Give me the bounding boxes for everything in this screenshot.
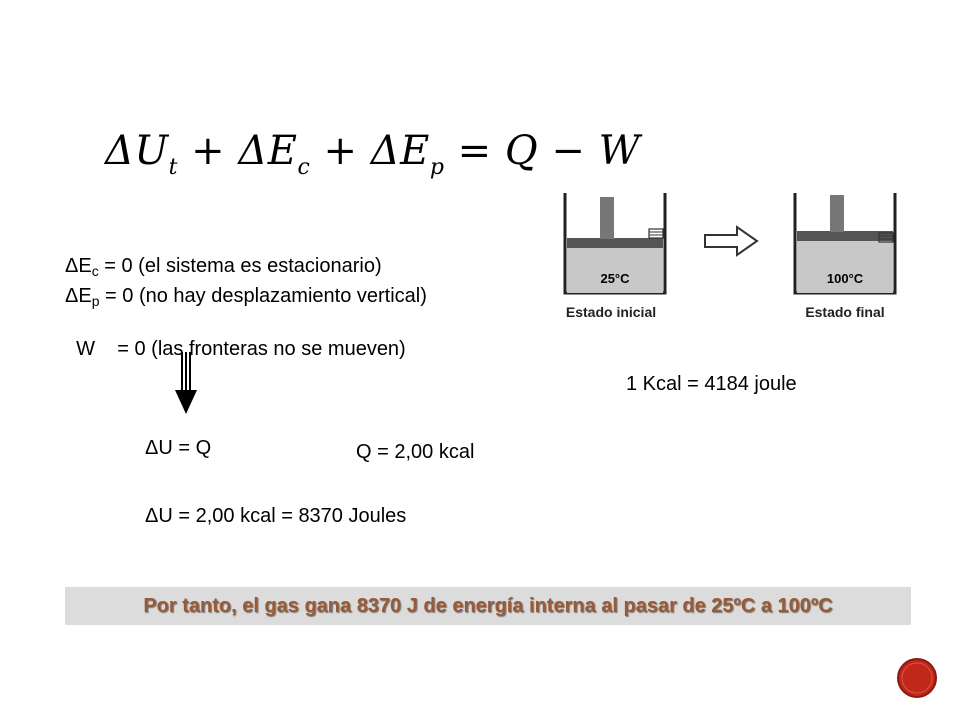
initial-label: Estado inicial: [565, 304, 657, 320]
assumption-work: [65, 315, 406, 361]
initial-temp: 25°C: [600, 271, 630, 286]
assumption-symbol: ΔE: [65, 285, 92, 307]
assumption-kinetic: [65, 255, 382, 279]
right-arrow-icon: [705, 227, 757, 255]
slide-logo-icon: [896, 657, 938, 699]
final-state-cylinder: [795, 193, 895, 320]
assumption-text: = 0 (no hay desplazamiento vertical): [99, 285, 427, 307]
final-temp: 100°C: [826, 271, 864, 286]
conversion-text: 1 Kcal = 4184 joule: [626, 373, 797, 395]
energy-balance-equation: [105, 128, 641, 180]
eq-sub-t: t: [168, 155, 178, 180]
assumption-symbol: W: [76, 338, 96, 360]
piston-diagram: [545, 175, 900, 335]
eq-delta-ec: ΔE: [238, 128, 298, 174]
final-label: Estado final: [805, 304, 885, 320]
down-arrow-icon: [175, 352, 197, 414]
eq-plus-1: +: [177, 128, 239, 174]
assumption-text: = 0 (el sistema es estacionario): [98, 255, 382, 277]
eq-sub-p: p: [429, 155, 445, 180]
initial-state-cylinder: [565, 193, 665, 320]
assumption-text: = 0 (las fronteras no se mueven): [95, 338, 406, 360]
assumption-potential: [65, 285, 427, 309]
eq-sub-c: c: [297, 155, 311, 180]
result-final: ΔU = 2,00 kcal = 8370 Joules: [145, 505, 407, 527]
assumption-subscript: p: [91, 293, 100, 309]
assumption-symbol: ΔE: [65, 255, 92, 277]
conclusion-text: Por tanto, el gas gana 8370 J de energía interna al pasar de 25ºC a 100ºC: [143, 595, 833, 617]
eq-delta-ep: ΔE: [370, 128, 430, 174]
eq-plus-2: +: [310, 128, 371, 174]
assumption-subscript: c: [91, 263, 99, 279]
eq-delta-u: ΔU: [105, 128, 169, 174]
eq-rhs: = Q − W: [444, 128, 641, 174]
heat-value: Q = 2,00 kcal: [356, 441, 475, 463]
du-equals-q: ΔU = Q: [145, 437, 212, 459]
